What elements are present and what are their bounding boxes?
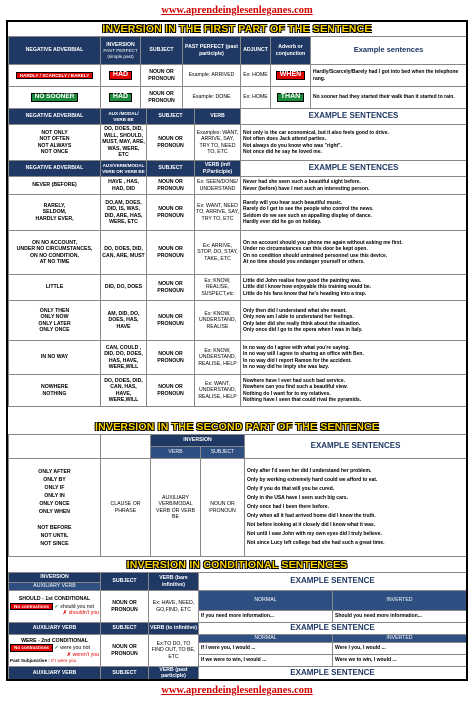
cond-subject-header: SUBJECT [101, 573, 149, 591]
row6-verb: Ex: ARRIVE, STOP, DO, STAY, TAKE, ETC [195, 231, 241, 275]
col-neg-adverbial: NEGATIVE ADVERBIAL [9, 37, 101, 65]
row9-subject: NOUN OR PRONOUN [147, 341, 195, 375]
block2-examples-header: EXAMPLE SENTENCES [241, 109, 467, 125]
row5-examples: Rarely will you hear such beautiful music. Rarely do I get to see the people who control the news. Seldom do we see such an appalling display of dance. Hardly ever did he go on holiday. [241, 195, 467, 231]
second-cond-cell: WERE - 2nd CONDITIONAL No contractions ✓ were you not ✗ weren't you Past Subjunctive : If I were you [9, 635, 101, 667]
row3-adverbials: NOT ONLY NOT OFTEN NOT ALWAYS NOT ONCE [9, 125, 101, 161]
row9-verb: Ex: KNOW, UNDERSTAND, REALISE, HELP [195, 341, 241, 375]
nosooner-row-example: No sooner had they started their walk than it started to rain. [311, 87, 467, 109]
cond-inversion-header: INVERSION [9, 573, 101, 583]
nosooner-row-adverbial: NO SOONER [9, 87, 101, 109]
second-cond-verb: Ex:TO DO, TO FIND OUT, TO BE, ETC [149, 635, 199, 667]
col-adverb-conj: Adverb or conjunction [271, 37, 311, 65]
row7-examples: Little did John realise how good the painting was. Little did I know how enjoyable this training would be. Little do his fans know that he's heading into a trap. [241, 275, 467, 301]
section2-examples: Only after I'd seen her did I understand her problem. Only by working extremely hard could we afford to eat. Only if you do that will you be cured. Only in the USA have I seen such big cars. Only once had I been there before. Only when all it had arrived home did I know the truth. Not before looking at it closely did I know what it was. Not until I saw John with my own eyes did I truly believe. Not since Lucy left college had she had such a great time. [245, 459, 467, 557]
row3-subject: NOUN OR PRONOUN [147, 125, 195, 161]
site-url-top[interactable]: www.aprendeinglesenleganes.com [161, 5, 313, 16]
row10-adverbials: NOWHERE NOTHING [9, 375, 101, 407]
hardly-row-conj: WHEN [271, 65, 311, 87]
section2-verb-header: VERB [151, 447, 201, 459]
nosooner-row-verb: Example: DONE [183, 87, 241, 109]
first-cond-inverted-ex: Should you need more information... [333, 611, 467, 623]
nosooner-row-aux: HAD [101, 87, 141, 109]
block2-neg-adverbial-header: NEGATIVE ADVERBIAL [9, 109, 101, 125]
row8-subject: NOUN OR PRONOUN [147, 301, 195, 341]
third-cond-subject [101, 680, 149, 681]
hardly-row-adverbial: HARDLY / SCARCELY / BARELY [9, 65, 101, 87]
row7-adverbial: LITTLE [9, 275, 101, 301]
row5-verb: Ex: WANT, NEED TO, ARRIVE, SAY, TRY TO, ETC [195, 195, 241, 231]
section2-examples-header: EXAMPLE SENTENCES [245, 435, 467, 459]
row7-aux: DID, DO, DOES [101, 275, 147, 301]
block3-verb-header: VERB (inf/ P.Participle) [195, 161, 241, 177]
second-cond-normal-label: NORMAL [199, 635, 333, 643]
first-cond-subject: NOUN OR PRONOUN [101, 591, 149, 623]
first-cond-verb: Ex: HAVE, NEED, GO,FIND, ETC [149, 591, 199, 623]
third-cond-inverted-label [333, 680, 467, 681]
inversion-sheet [6, 20, 468, 681]
nosooner-row-conj: THAN [271, 87, 311, 109]
row8-examples: Only then did I understand what she meant. Only now am I able to understand her feelings. Only later did she really think about the situation. Only once did I go to the opera when I was in Italy. [241, 301, 467, 341]
block2-aux-header: AUX /MODAL/ VERB BE [101, 109, 147, 125]
section2-adverbials: ONLY AFTER ONLY BY ONLY IF ONLY IN ONLY ONCE ONLY WHEN NOT BEFORE NOT UNTIL NOT SINCE [9, 459, 101, 557]
row9-examples: In no way do I agree with what you're saying. In no way will I agree to sharing an office with Ben. In no way did I report Ramon for the accident. In no way did he imply she was lazy. [241, 341, 467, 375]
section1-table-a [8, 36, 467, 109]
row4-adverbial: NEVER (BEFORE) [9, 177, 101, 195]
row7-verb: Ex: KNOW, REALISE, SUSPECT,etc [195, 275, 241, 301]
hardly-row-aux: HAD [101, 65, 141, 87]
section2-inversion-header: INVERSION [151, 435, 245, 447]
row4-aux: HAVE , HAS, HAD, DID [101, 177, 147, 195]
row10-examples: Nowhere have I ever had such bad service. Nowhere can you find such a beautiful view. Nothing do I want for to my relatives. Nothing have I seen that could rival the pyramids. [241, 375, 467, 407]
row4-examples: Never had she seen such a beautiful sight before. Never (before) have I met such an interesting person. [241, 177, 467, 195]
second-cond-subject-header: SUBJECT [101, 623, 149, 635]
block2-verb-header: VERB [195, 109, 241, 125]
row3-verb: Examples: WANT, ARRIVE, SAY, TRY TO, NEED TO, ETC [195, 125, 241, 161]
row6-subject: NOUN OR PRONOUN [147, 231, 195, 275]
second-cond-inverted-ex-1: Were I you, I would ... [333, 643, 467, 655]
row5-aux: DO,AM, DOES, DID, IS, WAS, DID, ARE, HAS, WERE, ETC [101, 195, 147, 231]
row5-subject: NOUN OR PRONOUN [147, 195, 195, 231]
row5-adverbials: RARELY, SELDOM, HARDLY EVER, [9, 195, 101, 231]
second-cond-inverted-label: INVERTED [333, 635, 467, 643]
section2-noun: NOUN OR PRONOUN [201, 459, 245, 557]
first-cond-cell: SHOULD - 1st CONDITIONAL No contractions ✓ should you not ✗ shouldn't you [9, 591, 101, 623]
row4-subject: NOUN OR PRONOUN [147, 177, 195, 195]
third-cond-normal-label [199, 680, 333, 681]
row10-subject: NOUN OR PRONOUN [147, 375, 195, 407]
row8-verb: Ex: KNOW, UNDERSTAND, REALISE [195, 301, 241, 341]
row6-aux: DO, DOES, DID, CAN, ARE, MUST [101, 231, 147, 275]
third-cond-verb [149, 680, 199, 681]
second-cond-verb-header: VERB (to infinitive) [149, 623, 199, 635]
row8-adverbials: ONLY THEN ONLY NOW ONLY LATER ONLY ONCE [9, 301, 101, 341]
first-cond-normal-ex: If you need more information... [199, 611, 333, 623]
row8-aux: AM, DID, DO, DOES, HAS, HAVE [101, 301, 147, 341]
cond-examples-header: EXAMPLE SENTENCE [199, 573, 467, 591]
block3-aux-header: AUX/VERB/MODAL VERB OR VERB BE [101, 161, 147, 177]
row6-examples: On no account should you phone me again without asking me first. Under no circumstances can this door be kept open. On no condition should untrained personnel use this device. At no time should you endanger yourself or others. [241, 231, 467, 275]
third-cond-verb-header: VERB (past participle) [149, 667, 199, 681]
second-cond-inverted-ex-2: Were we to win, I would ... [333, 655, 467, 667]
row3-aux: DO, DOES, DID, WILL, SHOULD, MUST, MAY, ARE, WAS, WERE, ETC [101, 125, 147, 161]
third-cond-cell [9, 680, 101, 681]
row9-adverbial: IN NO WAY [9, 341, 101, 375]
row7-subject: NOUN OR PRONOUN [147, 275, 195, 301]
hardly-row-example: Hardly/Scarcely/Barely had I got into bed when the telephone rang. [311, 65, 467, 87]
second-cond-examples-header: EXAMPLE SENTENCE [199, 623, 467, 635]
third-cond-examples-header: EXAMPLE SENTENCE [199, 667, 467, 681]
second-cond-normal-ex-1: If I were you, I would ... [199, 643, 333, 655]
row9-aux: CAN, COULD , DID, DO, DOES, HAS, HAVE, WERE,WILL [101, 341, 147, 375]
first-cond-inverted-label: INVERTED [333, 591, 467, 611]
nosooner-row-adjunct: Ex: HOME [241, 87, 271, 109]
section2-clause: CLAUSE OR PHRASE [101, 459, 151, 557]
first-cond-normal-label: NORMAL [199, 591, 333, 611]
col-subject: SUBJECT [141, 37, 183, 65]
col-adjunct: ADJUNCT [241, 37, 271, 65]
cond-aux-header: AUXILIARY VERB [9, 583, 101, 591]
second-cond-aux-header: AUXILIARY VERB [9, 623, 101, 635]
hardly-row-verb: Example: ARRIVED [183, 65, 241, 87]
row4-verb: Ex: SEEN/DONE/ UNDERSTAND [195, 177, 241, 195]
cond-verb-header: VERB (bare infinitive) [149, 573, 199, 591]
block3-examples-header: EXAMPLE SENTENCES [241, 161, 467, 177]
block3-neg-adverbial-header: NEGATIVE ADVERBIAL [9, 161, 101, 177]
block2-subject-header: SUBJECT [147, 109, 195, 125]
section2-subject-header: SUBJECT [201, 447, 245, 459]
section3-table [8, 572, 467, 681]
hardly-row-subject: NOUN OR PRONOUN [141, 65, 183, 87]
third-cond-aux-header: AUXILIARY VERB [9, 667, 101, 681]
col-past-participle: PAST PERFECT (past participle) [183, 37, 241, 65]
third-cond-subject-header: SUBJECT [101, 667, 149, 681]
section2-aux: AUXILIARY VERB/MODAL VERB OR VERB BE [151, 459, 201, 557]
second-cond-normal-ex-2: If we were to win, I would ... [199, 655, 333, 667]
section1-table-b [8, 108, 467, 407]
row6-adverbials: ON NO ACCOUNT, UNDER NO CIRCUMSTANCES, ON NO CONDITION, AT NO TIME [9, 231, 101, 275]
col-example-sentences: Example sentences [311, 37, 467, 65]
second-cond-subject: NOUN OR PRONOUN [101, 635, 149, 667]
section1-title: INVERSION IN THE FIRST PART OF THE SENTENCE [8, 22, 466, 37]
hardly-row-adjunct: Ex: HOME [241, 65, 271, 87]
row10-verb: Ex: WANT, UNDERSTAND, REALISE, HELP [195, 375, 241, 407]
section3-title: INVERSION IN CONDITIONAL SENTENCES [8, 558, 466, 573]
row10-aux: DO, DOES, DID, CAN, HAS, HAVE, WERE,WILL [101, 375, 147, 407]
nosooner-row-subject: NOUN OR PRONOUN [141, 87, 183, 109]
block3-subject-header: SUBJECT [147, 161, 195, 177]
section2-title: INVERSION IN THE SECOND PART OF THE SENTENCE [8, 420, 466, 435]
row3-examples: Not only is the car economical, but it also feels good to drive. Not often does Jack attend parties. Not always do you know who was "right". Not once did he say he loved me. [241, 125, 467, 161]
section2-table [8, 434, 467, 557]
site-url-bottom[interactable]: www.aprendeinglesenleganes.com [161, 685, 313, 696]
col-past-perfect-simple: INVERSION PAST PERFECT (simple past) [101, 37, 141, 65]
